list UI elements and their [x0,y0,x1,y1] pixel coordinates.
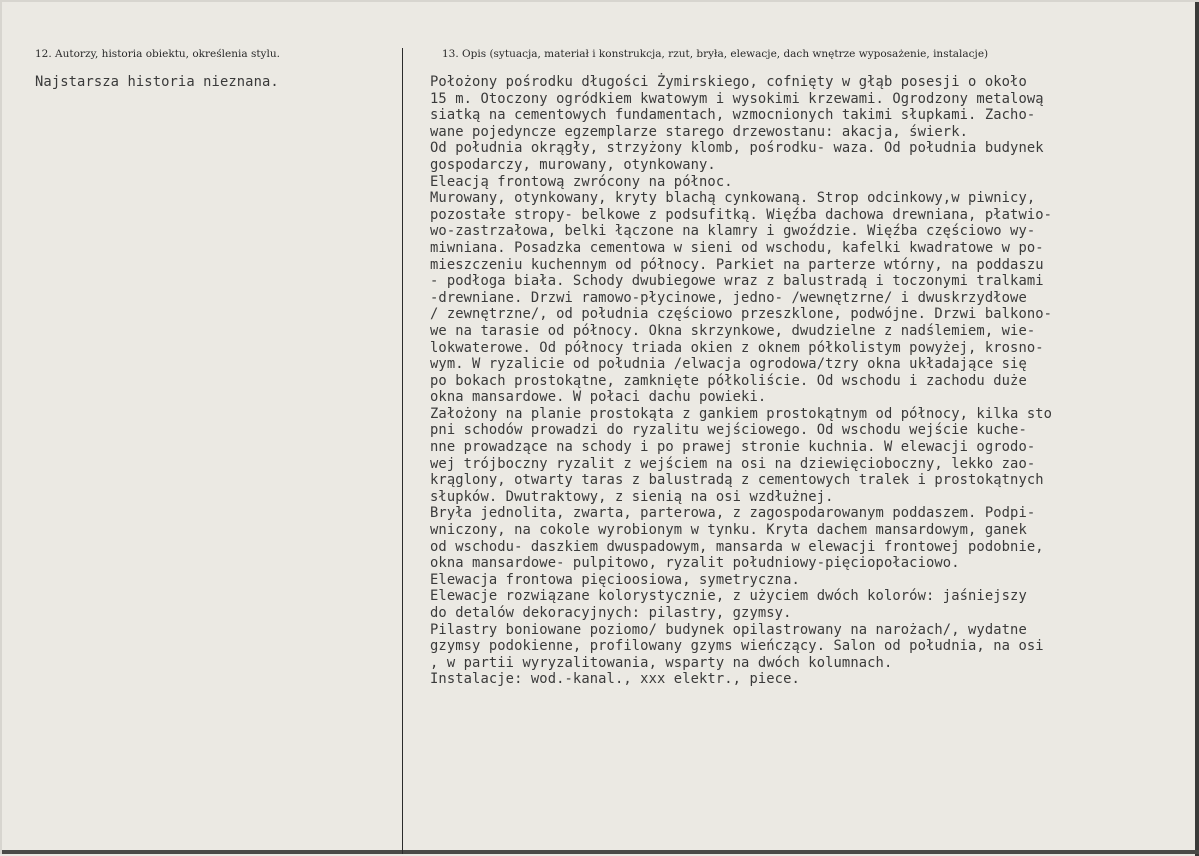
description-line: Pilastry boniowane poziomo/ budynek opilastrowany na narożach/, wydatne [430,621,1027,638]
description-line: okna mansardowe. W połaci dachu powieki. [430,389,767,406]
description-line: pozostałe stropy- belkowe z podsufitką. Więźba dachowa drewniana, płatwio- [430,206,1053,223]
description-line: krąglony, otwarty taras z balustradą z cementowych tralek i prostokątnych [430,472,1044,489]
description-line: we na tarasie od północy. Okna skrzynkowe, dwudzielne z nadślemiem, wie- [430,322,1036,339]
field-12-text: Najstarsza historia nieznana. [35,74,279,90]
description-line: Od południa okrągły, strzyżony klomb, pośrodku- waza. Od południa budynek [430,140,1044,157]
description-line: 15 m. Otoczony ogródkiem kwatowym i wysokimi krzewami. Ogrodzony metalową [430,90,1044,107]
description-line: wo-zastrzałowa, belki łączone na klamry i gwoździe. Więźba częściowo wy- [430,223,1036,240]
description-line: nne prowadzące na schody i po prawej stronie kuchnia. W elewacji ogrodo- [430,439,1036,456]
description-line: Murowany, otynkowany, kryty blachą cynkowaną. Strop odcinkowy,w piwnicy, [430,190,1036,207]
description-line: wane pojedyncze egzemplarze starego drzewostanu: akacja, świerk. [430,123,969,140]
description-line: Bryła jednolita, zwarta, parterowa, z zagospodarowanym poddaszem. Podpi- [430,505,1036,522]
description-line: Położony pośrodku długości Żymirskiego, cofnięty w głąb posesji o około [430,74,1027,90]
description-line: -drewniane. Drzwi ramowo-płycinowe, jedno- /wewnętzrne/ i dwuskrzydłowe [430,289,1027,306]
description-line: mieszczeniu kuchennym od północy. Parkiet na parterze wtórny, na poddaszu [430,256,1044,273]
description-line: Eleacją frontową zwrócony na północ. [430,173,733,190]
card-edge-bottom [2,850,1199,854]
description-line: / zewnętrzne/, od południa częściowo przeszklone, podwójne. Drzwi balkono- [430,306,1053,323]
description-line: siatką na cementowych fundamentach, wzmocnionych takimi słupkami. Zacho- [430,107,1036,124]
description-line: po bokach prostokątne, zamknięte półkoliście. Od wschodu i zachodu duże [430,372,1027,389]
field-12-heading: 12. Autorzy, historia obiektu, określenia stylu. [35,48,280,60]
description-line: Założony na planie prostokąta z gankiem prostokątnym od północy, kilka sto [430,405,1053,422]
field-13-heading: 13. Opis (sytuacja, materiał i konstrukcja, rzut, bryła, elewacje, dach wnętrze wyposażenie, instalacje) [442,48,989,60]
description-line: - podłoga biała. Schody dwubiegowe wraz z balustradą i toczonymi tralkami [430,273,1044,290]
description-line: okna mansardowe- pulpitowo, ryzalit południowy-pięciopołaciowo. [430,555,960,572]
description-line: wniczony, na cokole wyrobionym w tynku. Kryta dachem mansardowym, ganek [430,522,1027,539]
description-line: miwniana. Posadzka cementowa w sieni od wschodu, kafelki kwadratowe w po- [430,239,1044,256]
description-line: pni schodów prowadzi do ryzalitu wejściowego. Od wschodu wejście kuche- [430,422,1027,439]
description-line: wym. W ryzalicie od południa /elwacja ogrodowa/tzry okna układające się [430,356,1027,373]
card-edge-right [1195,2,1199,856]
field-13-description [430,74,1052,688]
description-line: Elewacja frontowa pięcioosiowa, symetryczna. [430,571,800,588]
description-line: wej trójboczny ryzalit z wejściem na osi na dziewięcioboczny, lekko zao- [430,455,1036,472]
description-line: lokwaterowe. Od północy triada okien z oknem półkolistym powyżej, krosno- [430,339,1044,356]
description-line: do detalów dekoracyjnych: pilastry, gzymsy. [430,605,792,621]
column-divider [402,48,403,854]
description-line: Elewacje rozwiązane kolorystycznie, z użyciem dwóch kolorów: jaśniejszy [430,588,1027,605]
description-line: słupków. Dwutraktowy, z sienią na osi wzdłużnej. [430,488,834,505]
description-line: gospodarczy, murowany, otynkowany. [430,156,716,173]
description-line: , w partii wyryzalitowania, wsparty na dwóch kolumnach. [430,654,893,671]
description-line: Instalacje: wod.-kanal., xxx elektr., piece. [430,671,800,688]
description-line: od wschodu- daszkiem dwuspadowym, mansarda w elewacji frontowej podobnie, [430,538,1044,555]
description-line: gzymsy podokienne, profilowany gzyms wieńczący. Salon od południa, na osi [430,638,1044,655]
